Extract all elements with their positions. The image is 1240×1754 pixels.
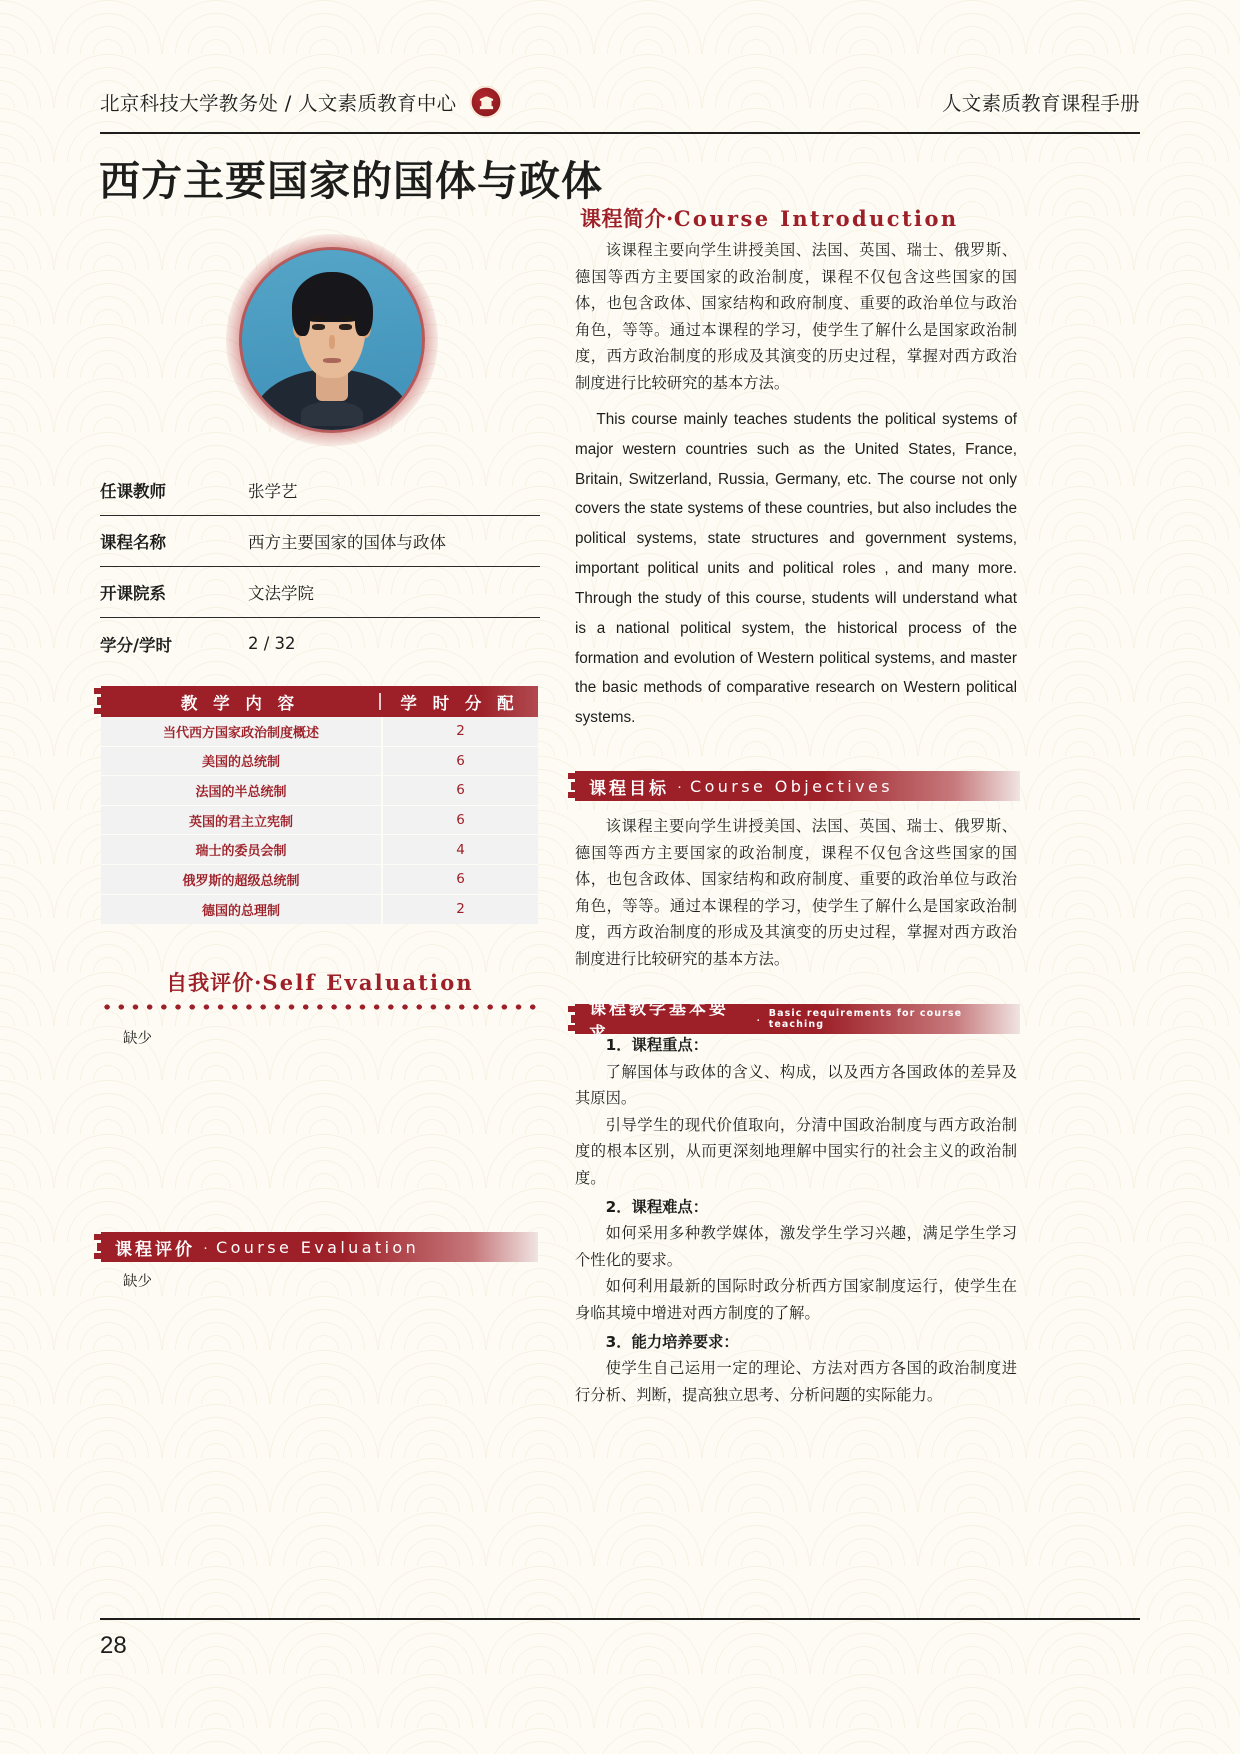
course-introduction-body-cn: 该课程主要向学生讲授美国、法国、英国、瑞士、俄罗斯、德国等西方主要国家的政治制度，课程不仅包含这些国家的国体，也包含政体、国家结构和政府制度、重要的政治单位与政治角色，等等。通过本课程的学习，使学生了解什么是国家政治制度，西方政治制度的形成及其演变的历史过程，掌握对西方政治制度进行比较研究的基本方法。: [575, 241, 1017, 393]
cell-hours: 6: [456, 782, 465, 799]
column-header-hours: 学 时 分 配: [400, 693, 519, 713]
self-evaluation-dotted-divider: [100, 1003, 540, 1011]
teaching-content-table: [101, 686, 538, 924]
cell-topic: 当代西方国家政治制度概述: [162, 725, 319, 741]
requirement-label-2: 2．课程难点：: [605, 1197, 709, 1216]
header-department-text: 北京科技大学教务处 / 人文素质教育中心: [100, 92, 457, 115]
portrait-photo: [242, 250, 422, 430]
table-row: [101, 747, 538, 777]
course-requirements-heading-en: Basic requirements for course teaching: [768, 1008, 963, 1030]
cell-hours: 4: [456, 841, 465, 858]
self-evaluation-heading-cn: 自我评价: [166, 970, 255, 995]
requirement-para-1-2: 引导学生的现代价值取向，分清中国政治制度与西方政治制度的根本区别，从而更深刻地理解中国实行的社会主义的政治制度。: [575, 1115, 1017, 1188]
course-objectives-banner: [575, 771, 1020, 801]
meta-key-credits: 学分/学时: [100, 635, 173, 655]
heading-separator: ·: [203, 1238, 208, 1256]
meta-key-teacher: 任课教师: [100, 482, 166, 501]
course-evaluation-banner: [101, 1232, 538, 1262]
meta-key-department: 开课院系: [100, 584, 166, 603]
meta-value-course-name: 西方主要国家的国体与政体: [248, 533, 446, 552]
column-header-topic: 教 学 内 容: [180, 693, 300, 713]
cell-hours: 6: [456, 752, 465, 769]
meta-value-department: 文法学院: [248, 584, 314, 603]
course-requirements-heading-cn: 课程教学基本要求: [589, 999, 729, 1044]
meta-value-credits: 2 / 32: [248, 634, 296, 653]
cell-topic: 英国的君主立宪制: [188, 814, 293, 830]
table-row: [101, 717, 538, 747]
page-title: 西方主要国家的国体与政体: [99, 157, 603, 205]
course-introduction-heading-en: Course Introduction: [673, 206, 959, 231]
cell-topic: 瑞士的委员会制: [195, 844, 287, 860]
header-left-group: [100, 86, 502, 118]
page-number: 28: [100, 1632, 127, 1659]
requirement-para-2-2: 如何利用最新的国际时政分析西方国家制度运行，使学生在身临其境中增进对西方制度的了解。: [575, 1277, 1017, 1323]
cell-hours: 6: [456, 871, 465, 888]
meta-key-course-name: 课程名称: [100, 533, 166, 552]
page-header: [100, 78, 1140, 126]
course-introduction-body-en: This course mainly teaches students the political systems of major western countries such as the United States, France, Britain, Switzerland, Russia, Germany, etc. The course not only covers the state systems of these countries, but also includes the political systems, state structures and government systems, important political units and political roles , and many more. Through the study of this course, students will understand what is a national political system, the historical process of the formation and evolution of Western political systems, and master the basic methods of comparative research on Western political systems.: [575, 411, 1017, 727]
meta-value-teacher: 张学艺: [248, 482, 298, 501]
self-evaluation-heading-en: Self Evaluation: [262, 970, 474, 995]
requirement-para-2-1: 如何采用多种教学媒体，激发学生学习兴趣，满足学生学习个性化的要求。: [575, 1224, 1017, 1269]
table-row: [101, 865, 538, 895]
table-row: [101, 835, 538, 865]
requirement-para-1-1: 了解国体与政体的含义、构成，以及西方各国政体的差异及其原因。: [575, 1062, 1017, 1108]
table-row: [100, 516, 540, 567]
header-divider: [100, 132, 1140, 134]
heading-separator: ·: [677, 777, 682, 795]
heading-separator: ·: [254, 970, 263, 995]
self-evaluation-heading: [100, 967, 540, 997]
course-requirements-body: [575, 1030, 1017, 1409]
footer-divider: [100, 1618, 1140, 1620]
requirement-label-3: 3．能力培养要求：: [605, 1332, 739, 1351]
table-row: [100, 567, 540, 618]
requirement-label-1: 1．课程重点：: [605, 1036, 709, 1054]
cell-hours: 6: [456, 812, 465, 829]
table-row: [100, 618, 540, 669]
self-evaluation-body: 缺少: [123, 1031, 152, 1047]
course-objectives-heading-en: Course Objectives: [690, 776, 893, 796]
cell-topic: 俄罗斯的超级总统制: [182, 873, 300, 889]
header-handbook-title: 人文素质教育课程手册: [941, 92, 1140, 115]
course-evaluation-heading-en: Course Evaluation: [216, 1237, 420, 1257]
table-row: [100, 465, 540, 516]
course-introduction-heading: [580, 203, 959, 233]
requirement-para-3-1: 使学生自己运用一定的理论、方法对西方各国的政治制度进行分析、判断，提高独立思考、分析问题的实际能力。: [575, 1359, 1017, 1404]
course-objectives-body: 该课程主要向学生讲授美国、法国、英国、瑞士、俄罗斯、德国等西方主要国家的政治制度，课程不仅包含这些国家的国体，也包含政体、国家结构和政府制度、重要的政治单位与政治角色，等等。通过本课程的学习，使学生了解什么是国家政治制度，西方政治制度的形成及其演变的历史过程，掌握对西方政治制度进行比较研究的基本方法。: [575, 817, 1017, 969]
cell-topic: 德国的总理制: [201, 903, 280, 919]
table-row: [101, 895, 538, 925]
course-evaluation-body: 缺少: [123, 1274, 152, 1290]
course-meta-table: [100, 465, 540, 669]
teacher-portrait: [242, 250, 422, 430]
cell-topic: 法国的半总统制: [195, 784, 287, 800]
table-header-row: [101, 686, 538, 717]
heading-separator: ·: [666, 206, 674, 231]
cell-topic: 美国的总统制: [201, 755, 280, 771]
cell-hours: 2: [456, 723, 465, 740]
university-seal-icon: [470, 86, 502, 118]
table-row: [101, 776, 538, 806]
course-objectives-heading-cn: 课程目标: [589, 778, 669, 799]
heading-separator: ·: [755, 1010, 761, 1028]
table-row: [101, 806, 538, 836]
cell-hours: 2: [456, 901, 465, 918]
course-introduction-heading-cn: 课程简介: [580, 206, 666, 231]
course-evaluation-heading-cn: 课程评价: [115, 1239, 195, 1260]
